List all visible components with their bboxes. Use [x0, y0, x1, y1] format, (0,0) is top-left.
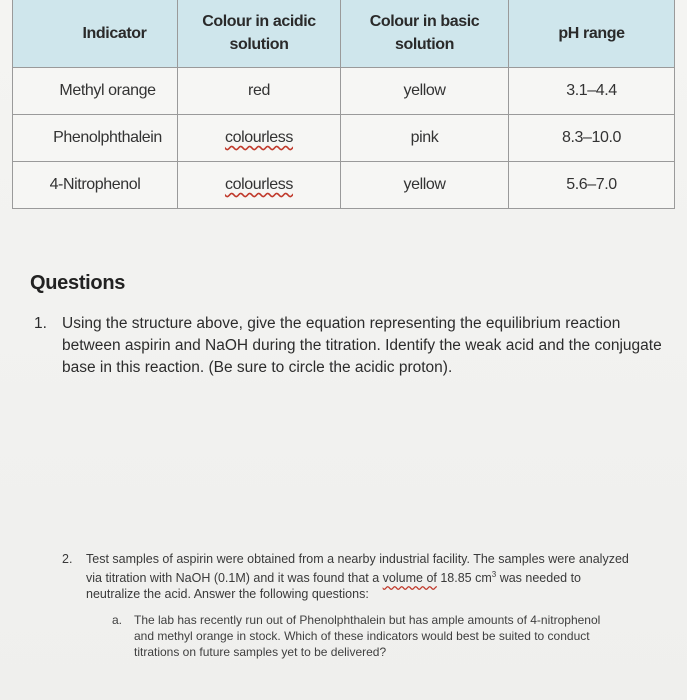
- cell-indicator: 4-Nitrophenol: [13, 162, 178, 209]
- cell-basic: yellow: [341, 162, 509, 209]
- header-ph-text: pH range: [558, 24, 625, 42]
- question-1-number: 1.: [34, 315, 47, 332]
- header-indicator: [13, 0, 178, 68]
- cell-basic: pink: [341, 115, 509, 162]
- question-2-text-part1: Test samples of aspirin were obtained from a nearby industrial facility. The samples were analyzed via titration with NaOH (0.1M) and it was found that a: [86, 552, 629, 586]
- header-basic-line2: solution: [394, 36, 454, 53]
- question-2a-text: The lab has recently run out of Phenolphthalein but has ample amounts of 4-nitrophenol and methyl orange in stock. Which of these indicators would best be suited to conduct titrations on future samples yet to be delivered?: [134, 613, 601, 659]
- question-1: [34, 313, 662, 379]
- question-2-text-part2: 18.85 cm: [436, 571, 492, 586]
- header-basic: [341, 0, 509, 68]
- question-2a: [112, 612, 622, 660]
- cell-acidic: [178, 162, 341, 209]
- cell-acidic: [178, 115, 341, 162]
- questions-heading: Questions: [30, 272, 126, 294]
- question-2-number: 2.: [62, 552, 73, 566]
- question-1-text: Using the structure above, give the equation representing the equilibrium reaction between aspirin and NaOH during the titration. Identify the weak acid and the conjugate base in this reaction. (Be sure to circle the acidic proton).: [62, 315, 662, 376]
- cell-ph: 3.1–4.4: [509, 68, 675, 115]
- cell-indicator: Methyl orange: [13, 68, 178, 115]
- header-acidic-line1: Colour in acidic: [202, 13, 316, 30]
- question-2-text-part3: was needed to neutralize the acid. Answer the following questions:: [86, 571, 582, 602]
- header-basic-line1: Colour in basic: [369, 13, 480, 30]
- table-header-row: [13, 0, 675, 68]
- question-2: [62, 551, 632, 602]
- cell-acidic: red: [178, 68, 341, 115]
- cell-indicator: Phenolphthalein: [13, 115, 178, 162]
- cell-acidic-text: colourless: [224, 176, 294, 193]
- cell-basic: yellow: [341, 68, 509, 115]
- table-row: [13, 162, 675, 209]
- header-indicator-text: Indicator: [82, 24, 147, 42]
- question-2-underlined: volume of: [382, 571, 437, 586]
- question-2-superscript: 3: [491, 570, 497, 579]
- header-acidic-line2: solution: [229, 36, 289, 53]
- indicator-table: [12, 0, 675, 209]
- cell-ph: 5.6–7.0: [509, 162, 675, 209]
- table-row: [13, 68, 675, 115]
- header-acidic: [178, 0, 341, 68]
- cell-ph: 8.3–10.0: [509, 115, 675, 162]
- question-2a-label: a.: [112, 613, 123, 627]
- table-row: [13, 115, 675, 162]
- header-ph-range: [509, 0, 675, 68]
- cell-acidic-text: colourless: [224, 129, 294, 146]
- question-2-text: [86, 551, 632, 602]
